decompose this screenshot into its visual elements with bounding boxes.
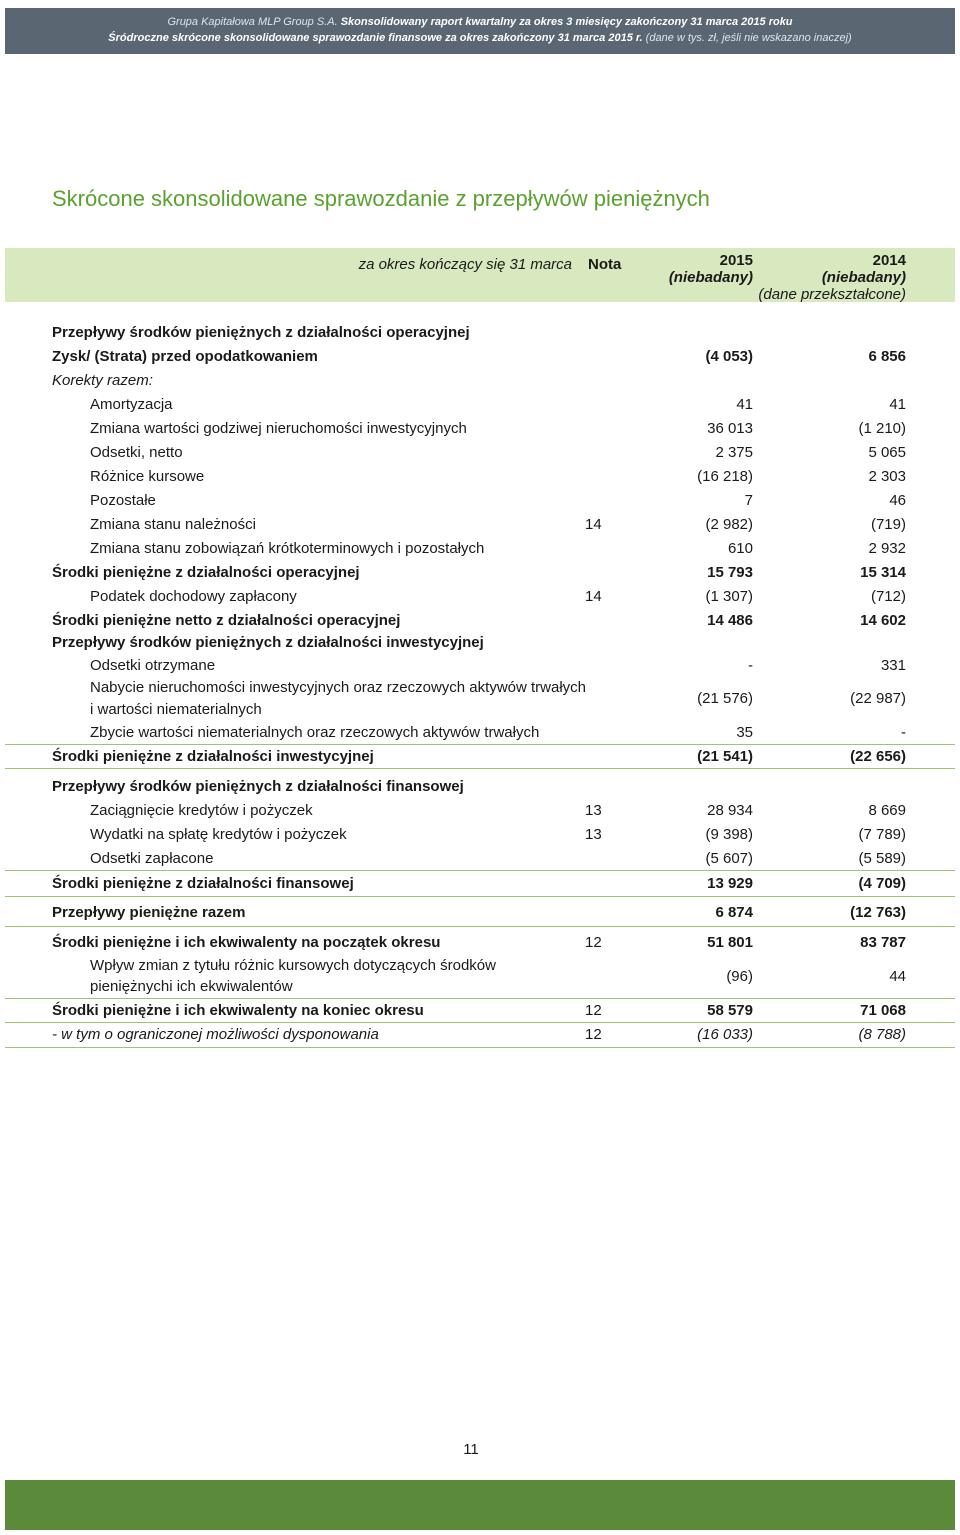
divider — [5, 998, 955, 999]
row-label: Zmiana stanu zobowiązań krótkoterminowych i pozostałych — [90, 540, 485, 557]
row-note: 13 — [585, 802, 602, 819]
row-label: Środki pieniężne z działalności operacyjnej — [52, 564, 360, 581]
value-2014: (12 763) — [850, 904, 906, 921]
note-header: Nota — [588, 256, 622, 273]
report-name: Skonsolidowany raport kwartalny za okres 3 miesięcy zakończony 31 marca 2015 roku — [340, 16, 793, 28]
column-2015-header — [669, 252, 753, 286]
value-2015: 28 934 — [707, 802, 753, 819]
row-label: Zaciągnięcie kredytów i pożyczek — [90, 802, 313, 819]
value-2014: (4 709) — [858, 875, 906, 892]
row-label: Amortyzacja — [90, 396, 173, 413]
divider — [5, 744, 955, 745]
value-2014: 46 — [889, 492, 906, 509]
row-label: Odsetki otrzymane — [90, 657, 216, 674]
value-2014: (8 788) — [858, 1026, 906, 1043]
value-2014: (22 987) — [850, 690, 906, 707]
row-label: Podatek dochodowy zapłacony — [90, 588, 297, 605]
value-2014: (712) — [870, 588, 906, 605]
value-2014: (719) — [870, 516, 906, 533]
value-2015: 14 486 — [707, 612, 753, 629]
value-2015: 2 375 — [715, 444, 753, 461]
divider — [5, 1022, 955, 1023]
row-label: Zmiana wartości godziwej nieruchomości inwestycyjnych — [90, 420, 467, 437]
value-2015: 51 801 — [707, 934, 753, 951]
row-note: 14 — [585, 516, 602, 533]
value-2015: (16 218) — [697, 468, 753, 485]
period-header: za okres kończący się 31 marca — [358, 256, 572, 273]
value-2014: 2 303 — [868, 468, 906, 485]
divider — [5, 926, 955, 927]
value-2014: 2 932 — [868, 540, 906, 557]
row-label: Środki pieniężne z działalności inwestycyjnej — [52, 748, 374, 765]
row-note: 12 — [585, 934, 602, 951]
row-note: 14 — [585, 588, 602, 605]
value-2015: (9 398) — [705, 826, 753, 843]
value-2014: (22 656) — [850, 748, 906, 765]
footer-bar — [5, 1480, 955, 1530]
divider — [5, 870, 955, 871]
row-label: Przepływy środków pieniężnych z działalności operacyjnej — [52, 324, 470, 341]
row-note: 13 — [585, 826, 602, 843]
value-2015: 35 — [736, 724, 753, 741]
value-2015: 610 — [727, 540, 753, 557]
value-2014: 8 669 — [868, 802, 906, 819]
value-2014: (7 789) — [858, 826, 906, 843]
value-2015: 41 — [736, 396, 753, 413]
row-label: Korekty razem: — [52, 372, 153, 389]
report-header-line-1 — [5, 14, 955, 30]
row-label: Nabycie nieruchomości inwestycyjnych oraz rzeczowych aktywów trwałych i wartości niematerialnych — [90, 679, 587, 718]
row-label: Przepływy środków pieniężnych z działalności inwestycyjnej — [52, 634, 484, 651]
value-2014: 6 856 — [868, 348, 906, 365]
row-label: Przepływy pieniężne razem — [52, 904, 246, 921]
value-2014: 41 — [889, 396, 906, 413]
value-2015: 36 013 — [707, 420, 753, 437]
value-2014: (5 589) — [858, 850, 906, 867]
value-2015: (21 576) — [697, 690, 753, 707]
table-header — [5, 248, 955, 302]
row-label: Zbycie wartości niematerialnych oraz rzeczowych aktywów trwałych — [90, 724, 540, 741]
row-label: Odsetki, netto — [90, 444, 183, 461]
value-2014: 15 314 — [860, 564, 906, 581]
value-2015: (5 607) — [705, 850, 753, 867]
report-header-bar — [5, 8, 955, 54]
row-label: Przepływy środków pieniężnych z działalności finansowej — [52, 778, 464, 795]
value-2015: (96) — [726, 968, 753, 985]
statement-name: Śródroczne skrócone skonsolidowane sprawozdanie finansowe za okres zakończony 31 marca 2015 r. — [108, 32, 643, 44]
value-2015: 58 579 — [707, 1002, 753, 1019]
table-row — [0, 955, 960, 999]
restated-2014: (dane przekształcone) — [758, 286, 906, 303]
row-label: Pozostałe — [90, 492, 156, 509]
row-label: Środki pieniężne netto z działalności operacyjnej — [52, 612, 401, 629]
row-label: - w tym o ograniczonej możliwości dysponowania — [52, 1026, 379, 1043]
value-2015: 7 — [744, 492, 753, 509]
value-2014: - — [901, 724, 906, 741]
value-2015: (4 053) — [705, 348, 753, 365]
report-header-line-2 — [5, 30, 955, 46]
value-2014: (1 210) — [858, 420, 906, 437]
row-label: Zmiana stanu należności — [90, 516, 256, 533]
row-label: Różnice kursowe — [90, 468, 205, 485]
divider — [5, 1047, 955, 1048]
value-2015: (21 541) — [697, 748, 753, 765]
year-2014: 2014 — [872, 252, 906, 269]
row-label: Zysk/ (Strata) przed opodatkowaniem — [52, 348, 318, 365]
row-label: Wydatki na spłatę kredytów i pożyczek — [90, 826, 347, 843]
value-2014: 5 065 — [868, 444, 906, 461]
value-2014: 71 068 — [860, 1002, 906, 1019]
value-2014: 44 — [889, 968, 906, 985]
row-note: 12 — [585, 1002, 602, 1019]
row-label: Wpływ zmian z tytułu różnic kursowych dotyczących środków pieniężnychi ich ekwiwalentów — [90, 957, 496, 995]
value-2014: 331 — [880, 657, 906, 674]
status-2015: (niebadany) — [668, 269, 753, 286]
units-note: (dane w tys. zł, jeśli nie wskazano inaczej) — [645, 32, 852, 44]
value-2015: - — [748, 657, 753, 674]
row-note: 12 — [585, 1026, 602, 1043]
company-name: Grupa Kapitałowa MLP Group S.A. — [167, 16, 338, 28]
value-2015: 13 929 — [707, 875, 753, 892]
divider — [5, 768, 955, 769]
value-2015: (1 307) — [705, 588, 753, 605]
value-2014: 83 787 — [860, 934, 906, 951]
divider — [5, 896, 955, 897]
status-2014: (niebadany) — [821, 269, 906, 286]
value-2015: 6 874 — [715, 904, 753, 921]
table-row — [0, 677, 960, 723]
row-label: Środki pieniężne i ich ekwiwalenty na początek okresu — [52, 934, 441, 951]
column-2014-header — [758, 252, 906, 303]
page-title: Skrócone skonsolidowane sprawozdanie z przepływów pieniężnych — [52, 186, 710, 211]
value-2015: (2 982) — [705, 516, 753, 533]
value-2015: (16 033) — [697, 1026, 753, 1043]
row-label: Środki pieniężne z działalności finansowej — [52, 875, 354, 892]
year-2015: 2015 — [719, 252, 753, 269]
page-number: 11 — [463, 1441, 479, 1458]
row-label: Środki pieniężne i ich ekwiwalenty na koniec okresu — [52, 1002, 424, 1019]
value-2014: 14 602 — [860, 612, 906, 629]
value-2015: 15 793 — [707, 564, 753, 581]
row-label: Odsetki zapłacone — [90, 850, 214, 867]
